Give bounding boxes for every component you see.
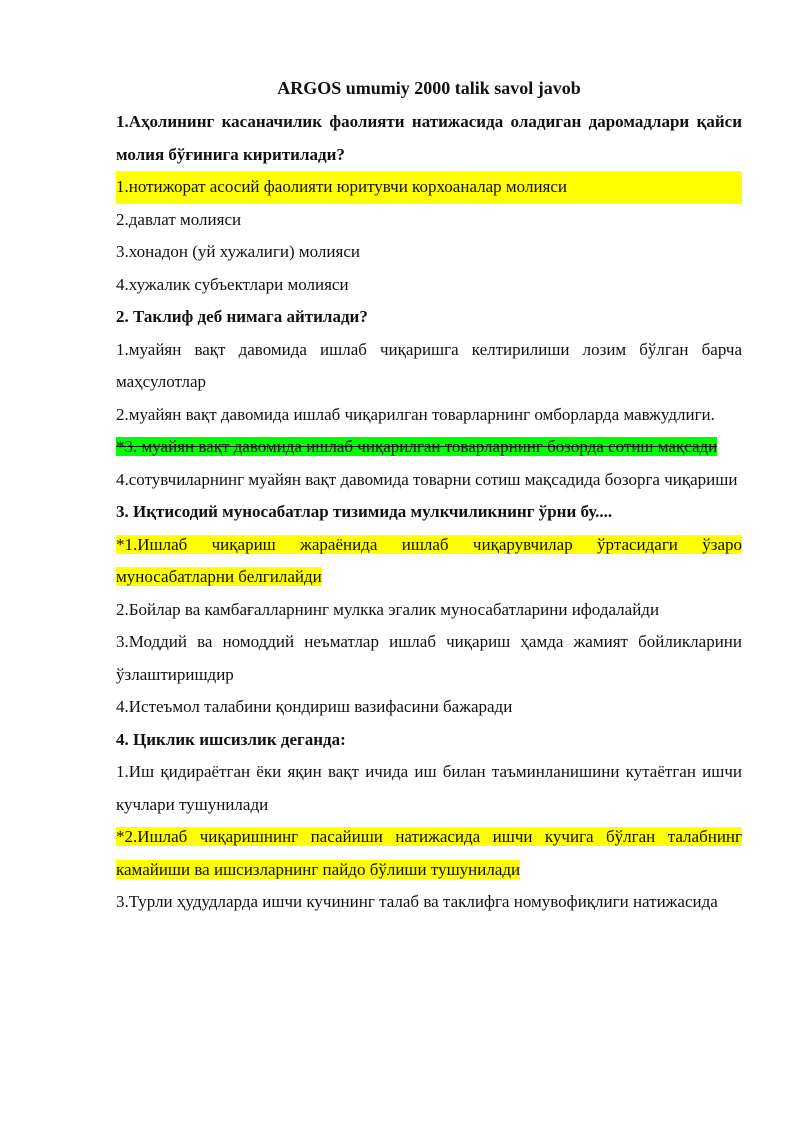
question-text: 3. Иқтисодий муносабатлар тизимида мулкчиликнинг ўрни бу.... — [116, 502, 613, 521]
question-text: 2. Таклиф деб нимага айтилади? — [116, 307, 368, 326]
answer-option: *3. муайян вақт давомида ишлаб чиқарилган товарларнинг бозорда сотиш мақсади — [116, 437, 718, 456]
answer-option: 1.муайян вақт давомида ишлаб чиқаришга келтирилиши лозим бўлган барча маҳсулотлар — [116, 339, 742, 391]
answer-option: 2.муайян вақт давомида ишлаб чиқарилган товарларнинг омборларда мавжудлиги. — [116, 404, 715, 424]
answer-option: 2.Бойлар ва камбағалларнинг мулкка эгалик муносабатларини ифодалайди — [116, 599, 660, 619]
answer-option: 4.сотувчиларнинг муайян вақт давомида товарни сотиш мақсадида бозорга чиқариши — [116, 469, 738, 489]
answer-option: 4.хужалик субъектлари молияси — [116, 274, 349, 294]
answer-option: *1.Ишлаб чиқариш жараёнида ишлаб чиқарувчилар ўртасидаги ўзаро муносабатларни белгилайди — [116, 534, 742, 586]
answer-option: 2.давлат молияси — [116, 209, 242, 229]
answer-option: 3.Турли ҳудудларда ишчи кучининг талаб ва таклифга номувофиқлиги натижасида — [116, 892, 718, 911]
answer-option: 1.Иш қидираётган ёки яқин вақт ичида иш билан таъминланишини кутаётган ишчи кучлари тушунилади — [116, 762, 742, 814]
question-text: 1.Аҳолининг касаначилик фаолияти натижасида оладиган даромадлари қайси молия бўғинига киритилади? — [116, 112, 742, 164]
question-text: 4. Циклик ишсизлик деганда: — [116, 729, 346, 749]
question-block — [116, 106, 742, 301]
answer-option: 3.хонадон (уй хужалиги) молияси — [116, 242, 360, 261]
question-block — [116, 301, 742, 496]
answer-option: 1.нотижорат асосий фаолияти юритувчи корхоаналар молияси — [116, 171, 742, 204]
answer-option: 3.Моддий ва номоддий неъматлар ишлаб чиқариш ҳамда жамият бойликларини ўзлаштиришдир — [116, 632, 742, 684]
document-title: ARGOS umumiy 2000 talik savol javob — [277, 78, 581, 98]
answer-option: *2.Ишлаб чиқаришнинг пасайиши натижасида ишчи кучига бўлган талабнинг камайиши ва ишсизларнинг пайдо бўлиши тушунилади — [116, 827, 742, 879]
answer-option: 4.Истеъмол талабини қондириш вазифасини бажаради — [116, 697, 513, 716]
question-block — [116, 724, 742, 919]
question-block — [116, 496, 742, 724]
